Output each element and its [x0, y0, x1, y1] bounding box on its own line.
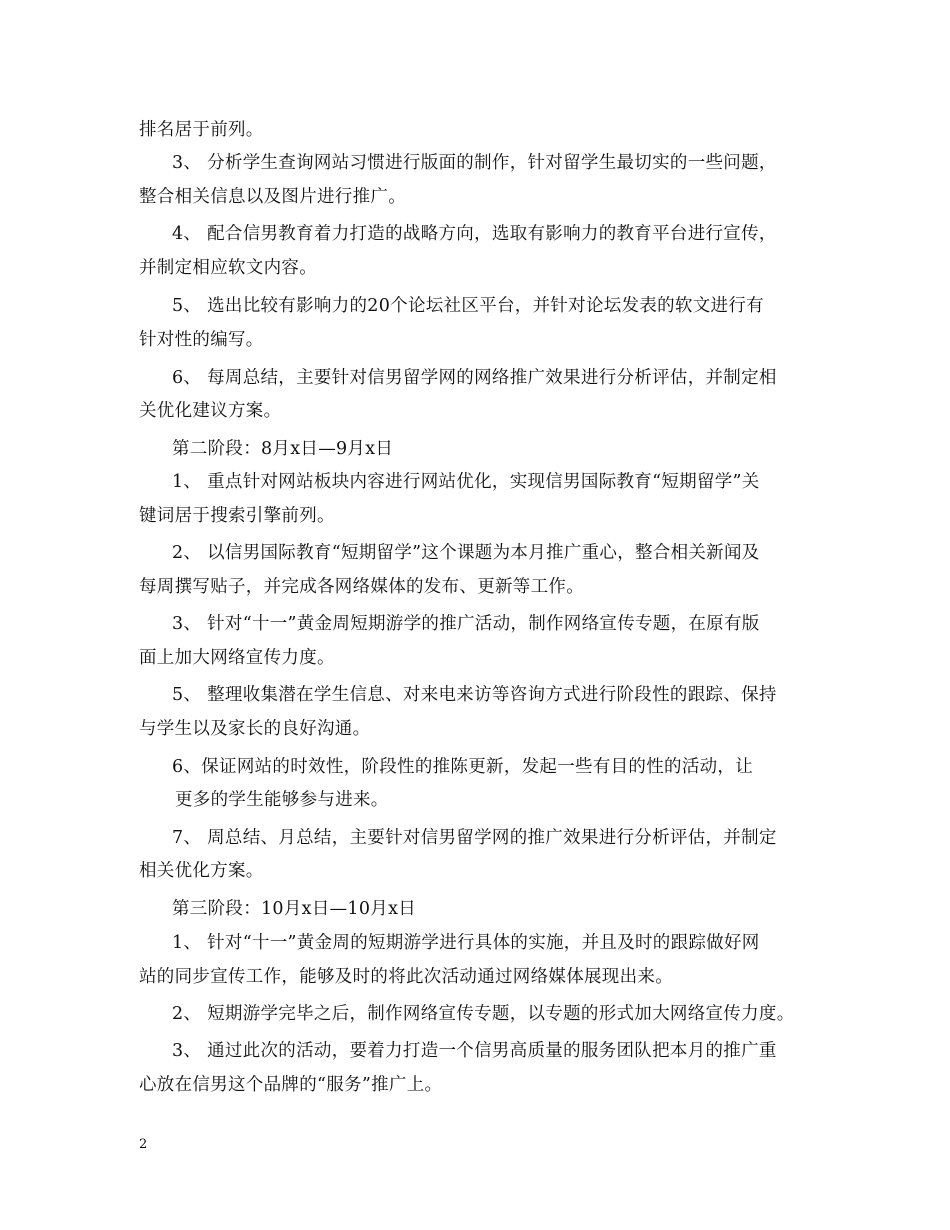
body-line: 排名居于前列。	[139, 120, 264, 140]
list-item-line: 4、 配合信男教育着力打造的战略方向，选取有影响力的教育平台进行宣传，	[172, 224, 777, 244]
body-line: 每周撰写贴子，并完成各网络媒体的发布、更新等工作。	[139, 577, 584, 597]
section-heading: 第二阶段：8月x日—9月x日	[172, 439, 394, 459]
list-item-line: 6、保证网站的时效性，阶段性的推陈更新，发起一些有目的性的活动，让	[172, 757, 754, 777]
list-item-line: 5、 整理收集潜在学生信息、对来电来访等咨询方式进行阶段性的跟踪、保持	[172, 685, 777, 705]
list-item-line: 5、 选出比较有影响力的20个论坛社区平台，并针对论坛发表的软文进行有	[172, 296, 764, 316]
body-line: 面上加大网络宣传力度。	[139, 648, 335, 668]
section-heading: 第三阶段：10月x日—10月x日	[172, 899, 417, 919]
body-line: 心放在信男这个品牌的“服务”推广上。	[139, 1075, 443, 1095]
list-item-line: 6、 每周总结，主要针对信男留学网的网络推广效果进行分析评估，并制定相	[172, 368, 777, 388]
list-item-line: 1、 重点针对网站板块内容进行网站优化，实现信男国际教育“短期留学”关	[172, 472, 760, 492]
list-item-line: 2、 短期游学完毕之后，制作网络宣传专题，以专题的形式加大网络宣传力度。	[172, 1004, 795, 1024]
body-line: 整合相关信息以及图片进行推广。	[139, 187, 406, 207]
page-number: 2	[139, 1137, 148, 1152]
list-item-line: 1、 针对“十一”黄金周的短期游学进行具体的实施，并且及时的跟踪做好网	[172, 933, 760, 953]
body-line: 更多的学生能够参与进来。	[175, 790, 389, 810]
list-item-line: 3、 针对“十一”黄金周短期游学的推广活动，制作网络宣传专题，在原有版	[172, 614, 760, 634]
body-line: 相关优化方案。	[139, 861, 264, 881]
list-item-line: 3、 分析学生查询网站习惯进行版面的制作，针对留学生最切实的一些问题，	[172, 153, 777, 173]
body-line: 并制定相应软文内容。	[139, 258, 317, 278]
body-line: 针对性的编写。	[139, 330, 264, 350]
body-line: 与学生以及家长的良好沟通。	[139, 719, 371, 739]
body-line: 键词居于搜索引擎前列。	[139, 506, 335, 526]
list-item-line: 2、 以信男国际教育“短期留学”这个课题为本月推广重心，整合相关新闻及	[172, 543, 760, 563]
body-line: 关优化建议方案。	[139, 401, 282, 421]
list-item-line: 3、 通过此次的活动，要着力打造一个信男高质量的服务团队把本月的推广重	[172, 1041, 777, 1061]
list-item-line: 7、 周总结、月总结，主要针对信男留学网的推广效果进行分析评估，并制定	[172, 828, 777, 848]
body-line: 站的同步宣传工作，能够及时的将此次活动通过网络媒体展现出来。	[139, 967, 673, 987]
